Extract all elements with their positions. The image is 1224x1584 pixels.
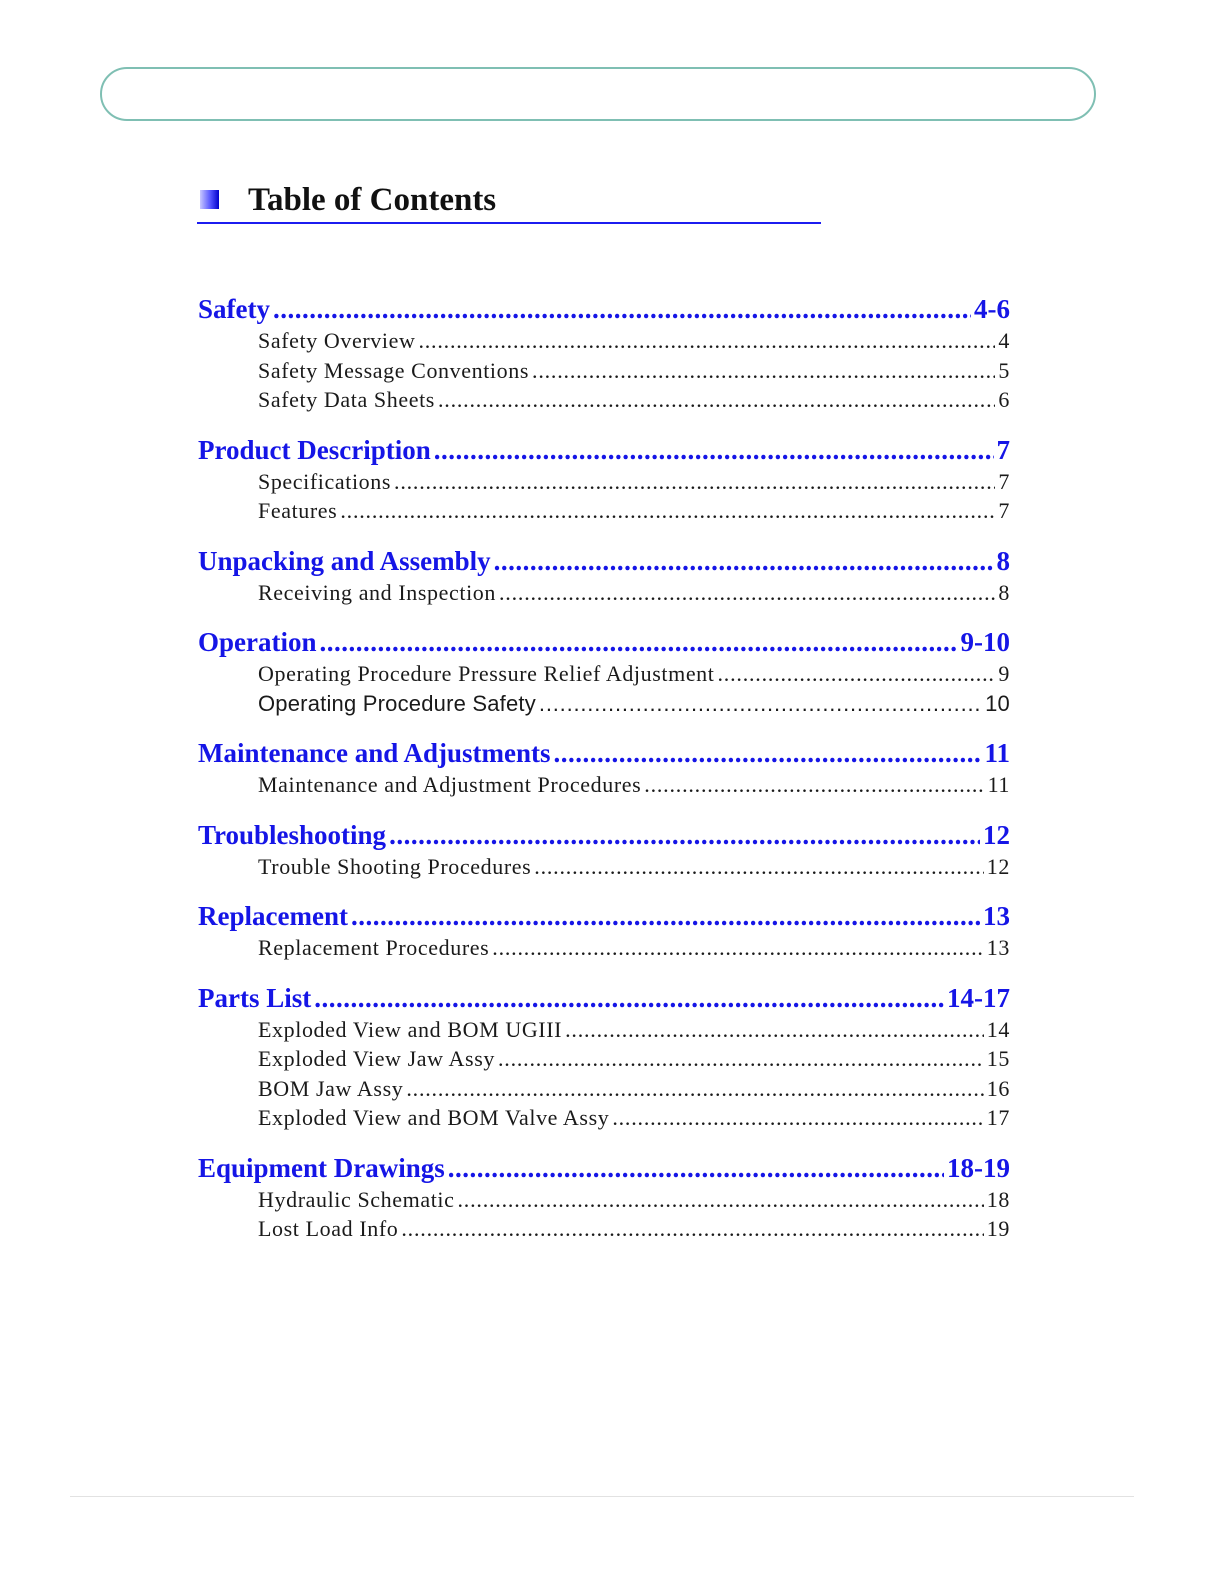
- toc-entry-label: Hydraulic Schematic: [258, 1186, 455, 1212]
- toc-entry-page: 4: [998, 328, 1010, 353]
- toc-entry-page: 12: [986, 853, 1010, 879]
- toc-section-parts-list: [198, 981, 1010, 1133]
- dot-leader: [340, 496, 995, 526]
- dot-leader: [273, 292, 971, 326]
- toc-entry-page: 17: [986, 1105, 1010, 1130]
- toc-entry-link[interactable]: [258, 933, 1010, 963]
- toc-entry-page: 11: [987, 772, 1010, 797]
- toc-entry-label: Replacement Procedures: [258, 935, 490, 960]
- toc-entry-page: 7: [998, 498, 1010, 523]
- toc-entry-label: Receiving and Inspection: [258, 579, 496, 605]
- toc-entry-label: Exploded View and BOM UGIII: [258, 1016, 563, 1042]
- toc-entry-link[interactable]: [258, 770, 1010, 800]
- toc-heading-page: 9-10: [960, 627, 1010, 657]
- toc-entry-page: 8: [998, 579, 1010, 605]
- toc-heading-label: Product Description: [198, 434, 431, 465]
- toc-entry-label: Exploded View Jaw Assy: [258, 1046, 495, 1071]
- dot-leader: [406, 1074, 983, 1104]
- dot-leader: [532, 356, 995, 386]
- toc-heading-page: 4-6: [974, 294, 1010, 324]
- toc-entry-label: Safety Message Conventions: [258, 357, 530, 383]
- toc-section-maintenance-and-adjustments: [198, 736, 1010, 800]
- toc-entry-link[interactable]: [258, 1185, 1010, 1215]
- dot-leader: [418, 326, 995, 356]
- dot-leader: [351, 899, 980, 933]
- toc-section-safety: [198, 292, 1010, 415]
- dot-leader: [438, 385, 995, 415]
- toc-heading-page: 7: [996, 434, 1010, 465]
- toc-heading-link[interactable]: [198, 433, 1010, 467]
- toc-entry-page: 18: [986, 1186, 1010, 1212]
- dot-leader: [314, 981, 944, 1015]
- toc-entry-link[interactable]: [258, 1044, 1010, 1074]
- toc-heading-label: Equipment Drawings: [198, 1152, 445, 1183]
- toc-entry-link[interactable]: [258, 356, 1010, 386]
- toc-entry-link[interactable]: [258, 467, 1010, 497]
- toc-entry-link[interactable]: [258, 496, 1010, 526]
- toc-heading-page: 8: [996, 545, 1010, 576]
- square-bullet-icon: [200, 190, 219, 209]
- toc-entry-link[interactable]: [258, 1074, 1010, 1104]
- table-of-contents: [198, 292, 1010, 1244]
- toc-heading-link[interactable]: [198, 292, 1010, 326]
- toc-entry-label: Specifications: [258, 468, 392, 494]
- dot-leader: [494, 544, 994, 578]
- toc-entry-link[interactable]: [258, 1015, 1010, 1045]
- dot-leader: [534, 852, 984, 882]
- toc-heading-page: 14-17: [947, 982, 1010, 1013]
- dot-leader: [320, 625, 958, 659]
- toc-entry-label: Maintenance and Adjustment Procedures: [258, 772, 642, 797]
- toc-heading-link[interactable]: [198, 544, 1010, 578]
- toc-heading-link[interactable]: [198, 625, 1010, 659]
- toc-heading-label: Unpacking and Assembly: [198, 545, 491, 576]
- header-banner: [100, 67, 1096, 121]
- dot-leader: [644, 770, 984, 800]
- toc-entry-label: Safety Overview: [258, 328, 416, 353]
- toc-entry-page: 10: [985, 690, 1010, 716]
- toc-heading-page: 12: [983, 819, 1010, 850]
- toc-heading-label: Replacement: [198, 901, 348, 931]
- toc-entry-link[interactable]: [258, 385, 1010, 415]
- toc-heading-label: Operation: [198, 627, 317, 657]
- toc-entry-page: 7: [998, 468, 1010, 494]
- toc-heading-label: Safety: [198, 294, 270, 324]
- toc-entry-page: 6: [998, 387, 1010, 412]
- toc-entry-label: Lost Load Info: [258, 1216, 399, 1241]
- toc-entry-page: 15: [986, 1046, 1010, 1071]
- dot-leader: [499, 578, 995, 608]
- toc-entry-link[interactable]: [258, 326, 1010, 356]
- toc-section-troubleshooting: [198, 818, 1010, 882]
- toc-heading-link[interactable]: [198, 1151, 1010, 1185]
- toc-entry-label: Features: [258, 498, 338, 523]
- dot-leader: [612, 1103, 983, 1133]
- toc-entry-link[interactable]: [258, 1214, 1010, 1244]
- toc-entry-page: 19: [986, 1216, 1010, 1241]
- toc-heading-link[interactable]: [198, 981, 1010, 1015]
- dot-leader: [565, 1015, 984, 1045]
- dot-leader: [448, 1151, 944, 1185]
- toc-title-block: [197, 180, 821, 224]
- toc-entry-page: 13: [986, 935, 1010, 960]
- toc-entry-page: 9: [998, 661, 1010, 686]
- dot-leader: [498, 1044, 984, 1074]
- dot-leader: [389, 818, 980, 852]
- toc-entry-page: 14: [986, 1016, 1010, 1042]
- dot-leader: [554, 736, 982, 770]
- toc-entry-link[interactable]: [258, 852, 1010, 882]
- toc-heading-label: Maintenance and Adjustments: [198, 738, 551, 768]
- dot-leader: [492, 933, 984, 963]
- toc-section-operation: [198, 625, 1010, 718]
- toc-heading-page: 18-19: [947, 1152, 1010, 1183]
- dot-leader: [401, 1214, 983, 1244]
- toc-section-replacement: [198, 899, 1010, 963]
- toc-heading-label: Parts List: [198, 982, 312, 1013]
- toc-entry-link[interactable]: [258, 659, 1010, 689]
- toc-entry-link[interactable]: [258, 689, 1010, 719]
- dot-leader: [394, 467, 995, 497]
- page-title: Table of Contents: [248, 182, 497, 218]
- dot-leader: [539, 689, 982, 719]
- toc-heading-label: Troubleshooting: [198, 819, 387, 850]
- toc-entry-label: Safety Data Sheets: [258, 387, 435, 412]
- toc-entry-page: 16: [986, 1075, 1010, 1101]
- dot-leader: [458, 1185, 984, 1215]
- toc-entry-label: Exploded View and BOM Valve Assy: [258, 1105, 610, 1130]
- dot-leader: [434, 433, 994, 467]
- toc-section-equipment-drawings: [198, 1151, 1010, 1244]
- toc-heading-link[interactable]: [198, 899, 1010, 933]
- toc-entry-label: Operating Procedure Safety: [258, 690, 536, 716]
- toc-heading-link[interactable]: [198, 818, 1010, 852]
- toc-section-unpacking-and-assembly: [198, 544, 1010, 608]
- toc-entry-label: Operating Procedure Pressure Relief Adjustment: [258, 661, 715, 686]
- toc-heading-page: 11: [984, 738, 1010, 768]
- toc-heading-page: 13: [983, 901, 1010, 931]
- toc-entry-label: Trouble Shooting Procedures: [258, 853, 532, 879]
- toc-entry-link[interactable]: [258, 578, 1010, 608]
- toc-heading-link[interactable]: [198, 736, 1010, 770]
- toc-entry-label: BOM Jaw Assy: [258, 1075, 404, 1101]
- dot-leader: [718, 659, 996, 689]
- toc-entry-page: 5: [998, 357, 1010, 383]
- footer-divider: [70, 1496, 1134, 1497]
- toc-entry-link[interactable]: [258, 1103, 1010, 1133]
- toc-section-product-description: [198, 433, 1010, 526]
